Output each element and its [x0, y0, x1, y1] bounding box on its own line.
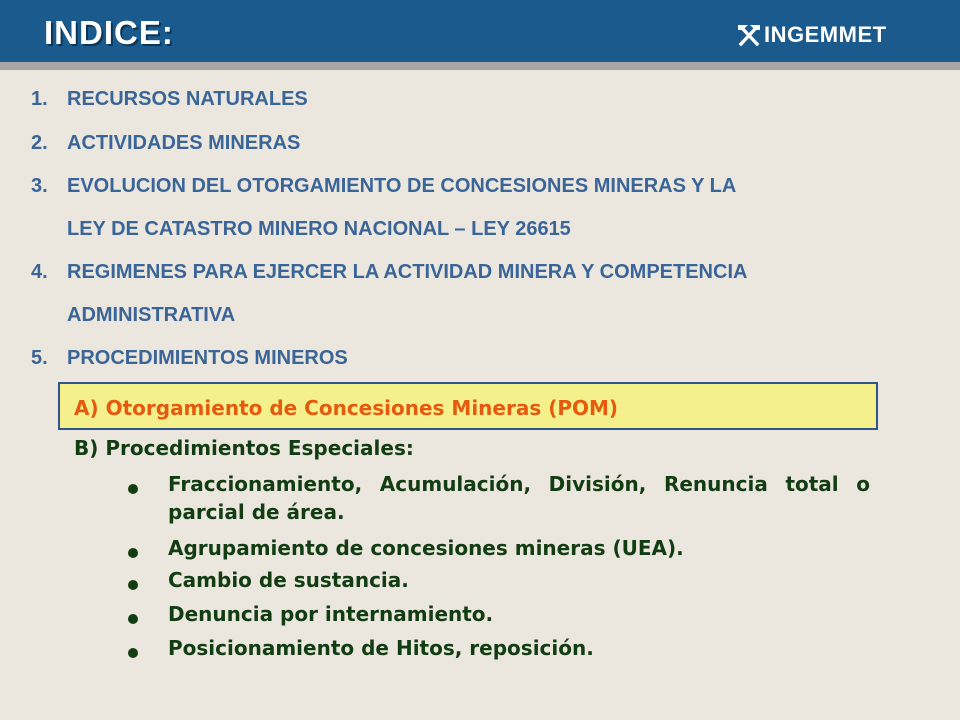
toc-text: PROCEDIMIENTOS MINEROS — [67, 347, 348, 369]
toc-text: ACTIVIDADES MINERAS — [67, 132, 301, 154]
logo-text: INGEMMET — [764, 22, 887, 47]
bullet-icon — [128, 484, 138, 494]
toc-number: 3. — [31, 175, 48, 197]
toc-text-continued: ADMINISTRATIVA — [67, 304, 236, 326]
bullet-icon — [128, 548, 138, 558]
toc-number: 1. — [31, 88, 48, 110]
toc-number: 2. — [31, 132, 48, 154]
bullet-icon — [128, 614, 138, 624]
bullet-icon — [128, 580, 138, 590]
toc-text: REGIMENES PARA EJERCER LA ACTIVIDAD MINERA Y COMPETENCIA — [67, 261, 748, 283]
list-item-text: Fraccionamiento, Acumulación, División, Renuncia total o parcial de área. — [168, 472, 870, 524]
toc-text-continued: LEY DE CATASTRO MINERO NACIONAL – LEY 26615 — [67, 218, 571, 240]
toc-text: EVOLUCION DEL OTORGAMIENTO DE CONCESIONES MINERAS Y LA — [67, 175, 737, 197]
list-item-text: Posicionamiento de Hitos, reposición. — [168, 636, 594, 660]
page-title: INDICE: — [44, 14, 174, 51]
list-item-text: Agrupamiento de concesiones mineras (UEA). — [168, 536, 684, 560]
subsection-heading: B) Procedimientos Especiales: — [74, 436, 414, 460]
highlighted-section-box — [58, 382, 878, 430]
toc-text: RECURSOS NATURALES — [67, 88, 308, 110]
highlighted-section-label: A) Otorgamiento de Concesiones Mineras (POM) — [74, 396, 619, 420]
toc-number: 4. — [31, 261, 48, 283]
ingemmet-logo — [736, 20, 887, 50]
list-item-text: Cambio de sustancia. — [168, 568, 409, 592]
header-stripe — [0, 62, 960, 70]
list-item-text: Denuncia por internamiento. — [168, 602, 494, 626]
bullet-icon — [128, 648, 138, 658]
crossed-hammers-icon — [736, 23, 762, 47]
toc-number: 5. — [31, 347, 48, 369]
